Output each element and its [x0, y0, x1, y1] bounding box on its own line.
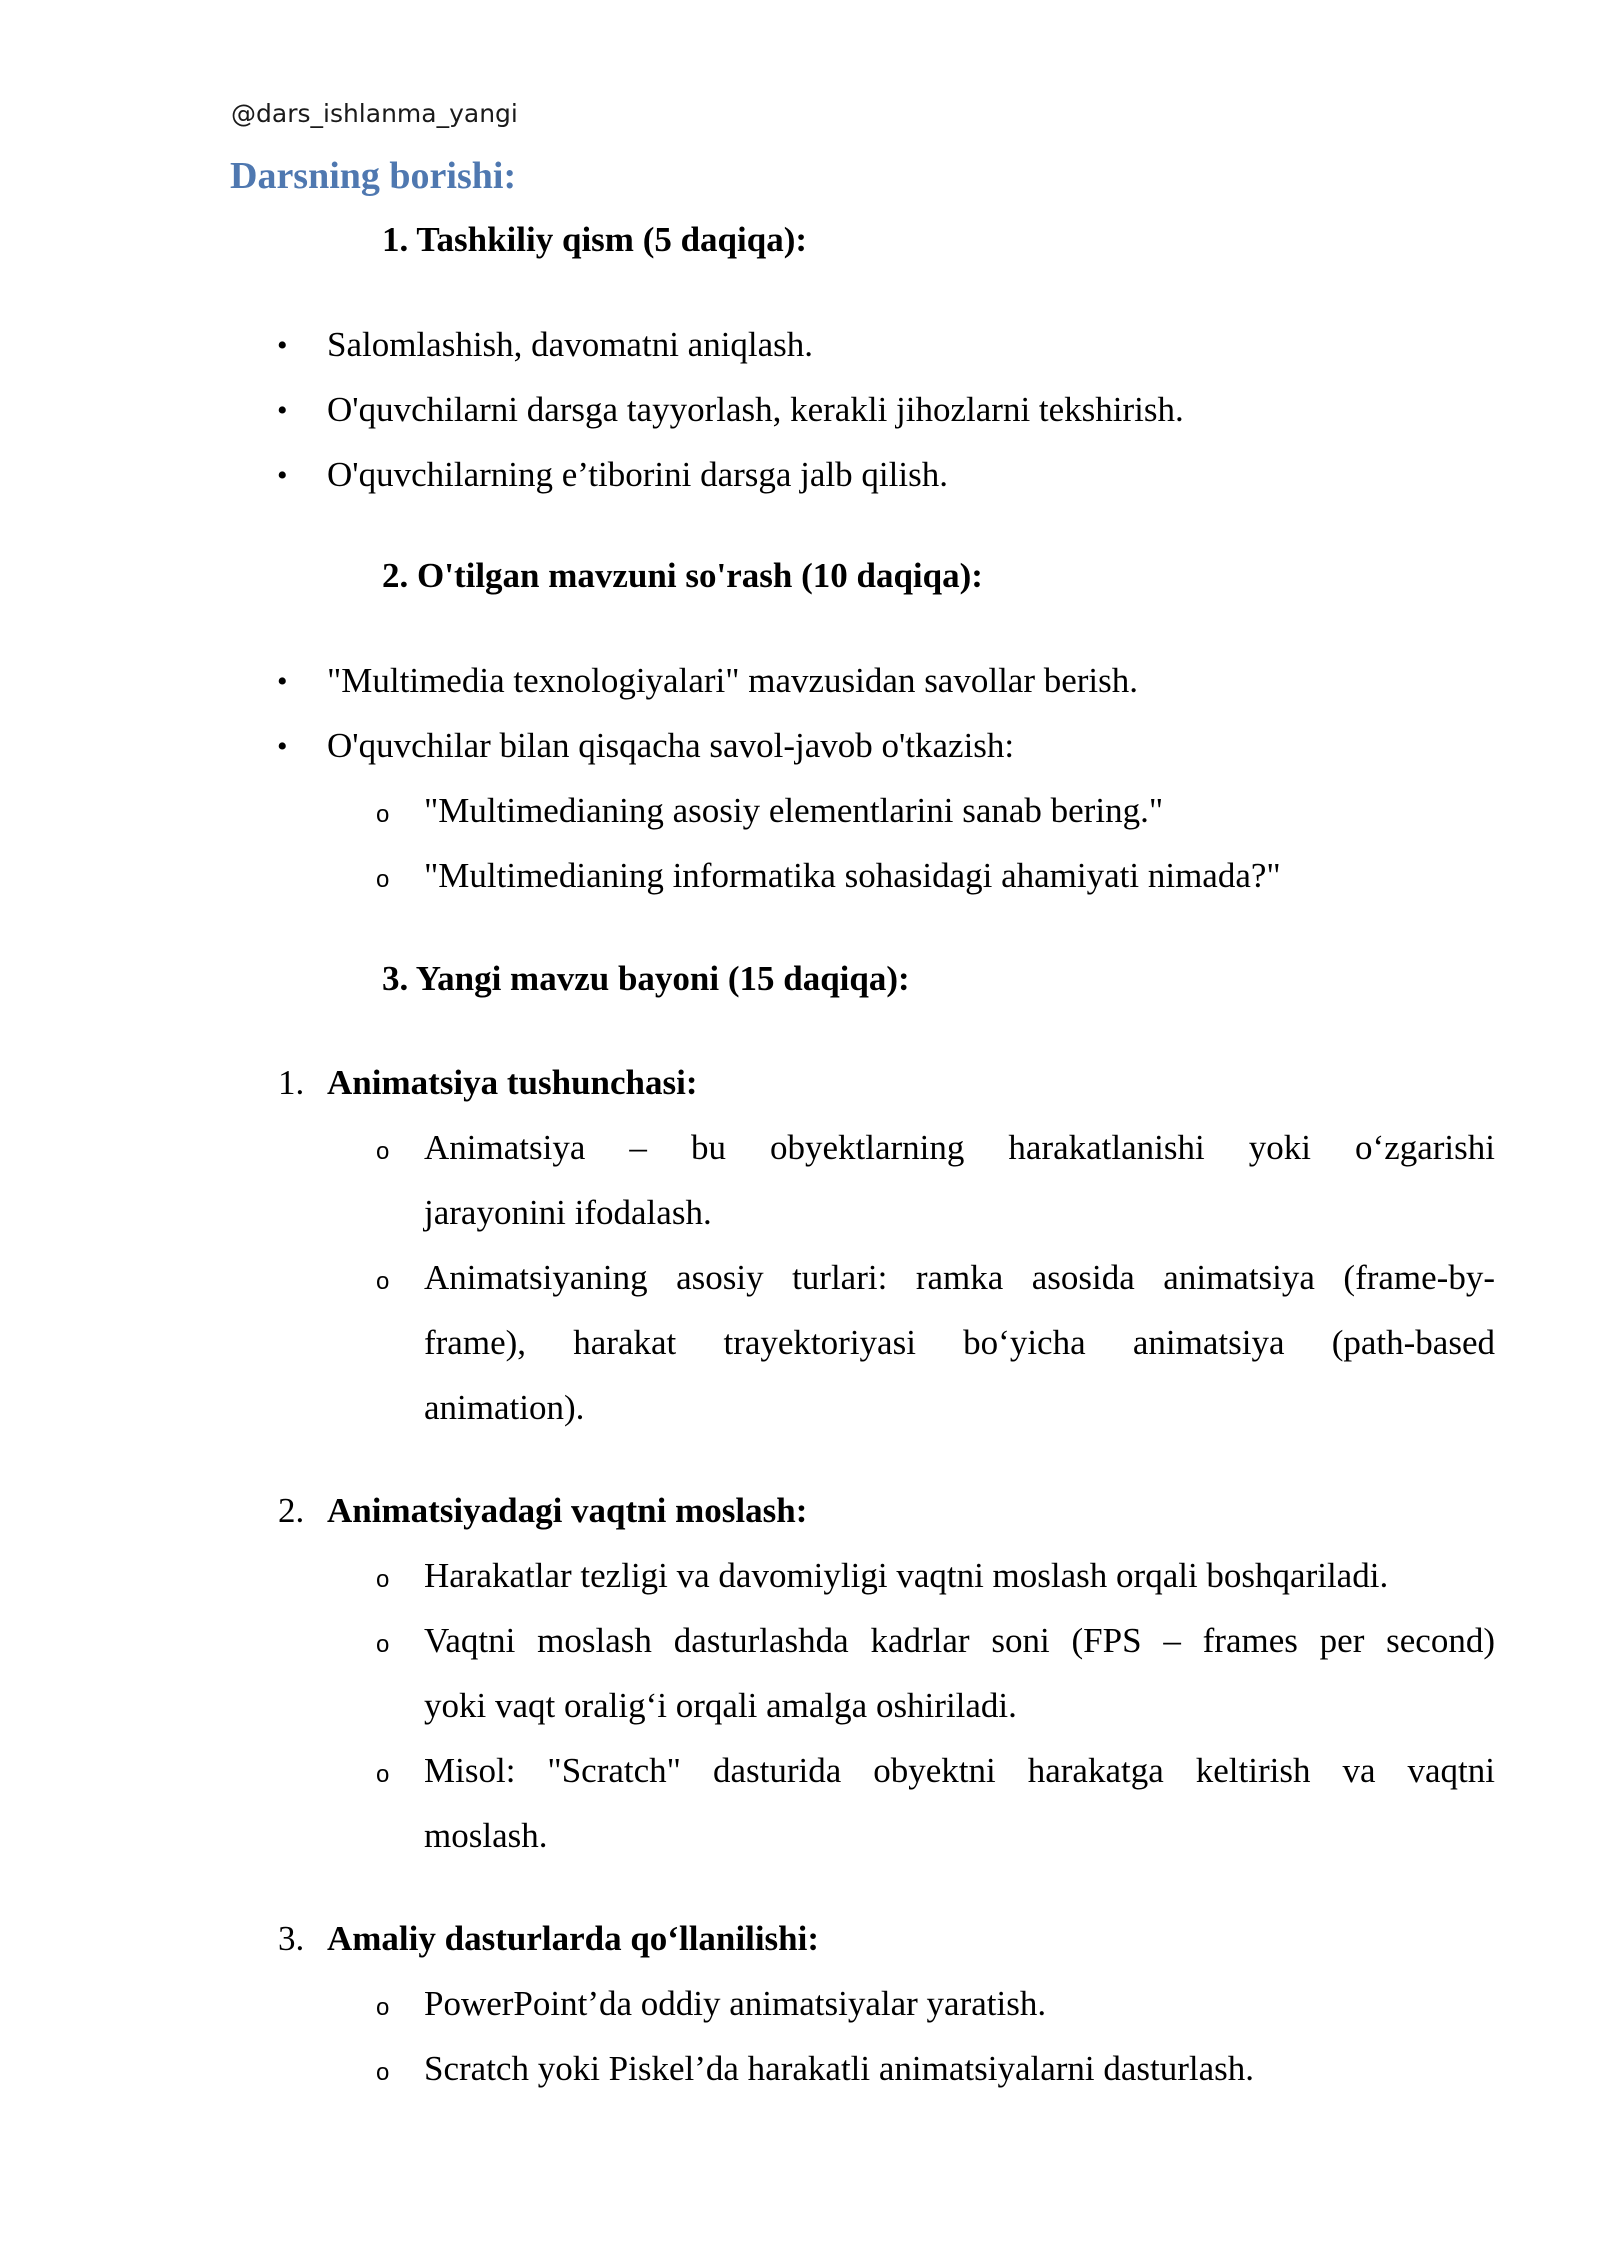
circle-bullet-icon: o — [376, 801, 390, 828]
sub-list-item-line: frame), harakat trayektoriyasi bo‘yicha animatsiya (path-based — [424, 1323, 1495, 1362]
topic-number: 2. — [278, 1491, 305, 1530]
channel-handle: @dars_ishlanma_yangi — [231, 99, 518, 128]
sub-list-item-line: moslash. — [424, 1816, 548, 1855]
topic-number: 3. — [278, 1919, 305, 1958]
sub-list-item-line: Animatsiya – bu obyektlarning harakatlanishi yoki o‘zgarishi — [424, 1128, 1495, 1167]
sub-list-item-line: Vaqtni moslash dasturlashda kadrlar soni (FPS – frames per second) — [424, 1621, 1495, 1660]
circle-bullet-icon: o — [376, 1761, 390, 1788]
sub-list-item-line: Harakatlar tezligi va davomiyligi vaqtni moslash orqali boshqariladi. — [424, 1556, 1389, 1595]
bullet-icon: • — [277, 459, 288, 492]
list-item: Salomlashish, davomatni aniqlash. — [327, 325, 814, 364]
topic-number: 1. — [278, 1063, 305, 1102]
list-item: O'quvchilarni darsga tayyorlash, kerakli jihozlarni tekshirish. — [327, 390, 1184, 429]
list-item: O'quvchilar bilan qisqacha savol-javob o'tkazish: — [327, 726, 1015, 765]
sub-list-item: "Multimedianing informatika sohasidagi ahamiyati nimada?" — [424, 856, 1281, 895]
circle-bullet-icon: o — [376, 1566, 390, 1593]
sub-list-item-line: Scratch yoki Piskel’da harakatli animatsiyalarni dasturlash. — [424, 2049, 1255, 2088]
list-item: O'quvchilarning e’tiborini darsga jalb qilish. — [327, 455, 948, 494]
sub-list-item-line: Misol: "Scratch" dasturida obyektni harakatga keltirish va vaqtni — [424, 1751, 1495, 1790]
circle-bullet-icon: o — [376, 1631, 390, 1658]
circle-bullet-icon: o — [376, 2059, 390, 2086]
circle-bullet-icon: o — [376, 1994, 390, 2021]
sub-list-item-line: yoki vaqt oralig‘i orqali amalga oshiriladi. — [424, 1686, 1017, 1725]
bullet-icon: • — [277, 329, 288, 362]
topic-title: Animatsiya tushunchasi: — [327, 1063, 698, 1102]
list-item: "Multimedia texnologiyalari" mavzusidan savollar berish. — [327, 661, 1139, 700]
sub-list-item-line: PowerPoint’da oddiy animatsiyalar yaratish. — [424, 1984, 1047, 2023]
page-title: Darsning borishi: — [230, 155, 517, 197]
sub-list-item-line: jarayonini ifodalash. — [424, 1193, 712, 1232]
circle-bullet-icon: o — [376, 1138, 390, 1165]
section-heading: 1. Tashkiliy qism (5 daqiqa): — [382, 220, 808, 259]
section-heading: 3. Yangi mavzu bayoni (15 daqiqa): — [382, 959, 910, 998]
bullet-icon: • — [277, 730, 288, 763]
sub-list-item-line: animation). — [424, 1388, 585, 1427]
sub-list-item: "Multimedianing asosiy elementlarini sanab bering." — [424, 791, 1164, 830]
bullet-icon: • — [277, 665, 288, 698]
topic-title: Amaliy dasturlarda qo‘llanilishi: — [327, 1919, 820, 1958]
section-heading: 2. O'tilgan mavzuni so'rash (10 daqiqa): — [382, 556, 983, 595]
circle-bullet-icon: o — [376, 1268, 390, 1295]
circle-bullet-icon: o — [376, 866, 390, 893]
topic-title: Animatsiyadagi vaqtni moslash: — [327, 1491, 808, 1530]
sub-list-item-line: Animatsiyaning asosiy turlari: ramka asosida animatsiya (frame-by- — [424, 1258, 1495, 1297]
bullet-icon: • — [277, 394, 288, 427]
